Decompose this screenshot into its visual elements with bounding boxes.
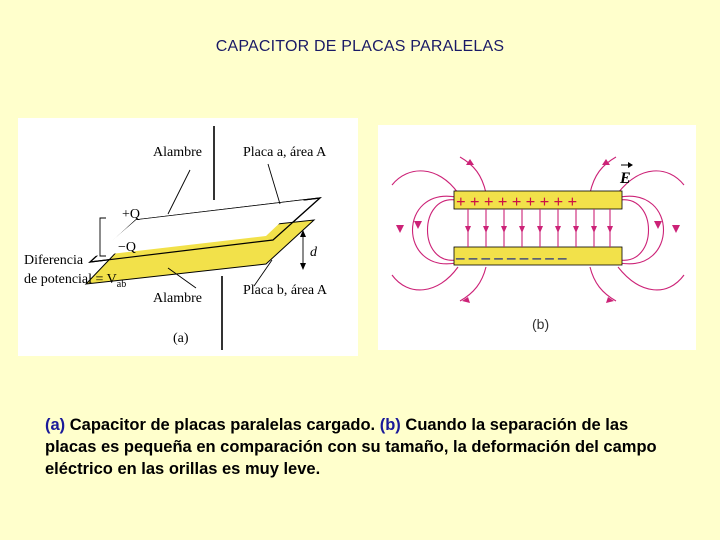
caption-text-b: Cuando la separación de las placas es pequeña en comparación con su tamaño, la deformación del campo eléctrico en las orillas es muy leve. [45,416,657,478]
label-charge-positive: +Q [122,207,141,222]
capacitor-diagram [18,118,358,356]
caption-tag-b: (b) [379,416,401,434]
figure-b-panel [378,125,696,350]
fringe-arrowheads [396,159,680,303]
figure-a-panel [18,118,358,356]
figure-b-label: (b) [532,316,550,332]
field-diagram [378,125,696,350]
figure-a-label: (a) [173,331,189,346]
slide-title: CAPACITOR DE PLACAS PARALELAS [215,38,505,55]
label-potential-line1: Diferencia [24,253,84,268]
label-plate-a: Placa a, área A [243,145,327,160]
label-distance: d [310,245,317,260]
label-wire-top: Alambre [153,145,202,160]
uniform-field-arrowheads [465,226,613,233]
label-charge-negative: −Q [118,240,137,255]
figure-caption [45,414,675,480]
label-wire-bottom: Alambre [153,291,202,306]
caption-text-a: Capacitor de placas paralelas cargado. [65,416,380,434]
label-potential-line2: de potencial = $V_{ab}$ [24,272,127,290]
label-plate-b: Placa b, área A [243,283,327,298]
field-label: E [620,170,631,187]
plus-charges: + + + + + + + + + [456,192,578,211]
fringe-field-lines [392,157,684,301]
minus-charges: – – – – – – – – – [456,248,567,267]
caption-tag-a: (a) [45,416,66,434]
